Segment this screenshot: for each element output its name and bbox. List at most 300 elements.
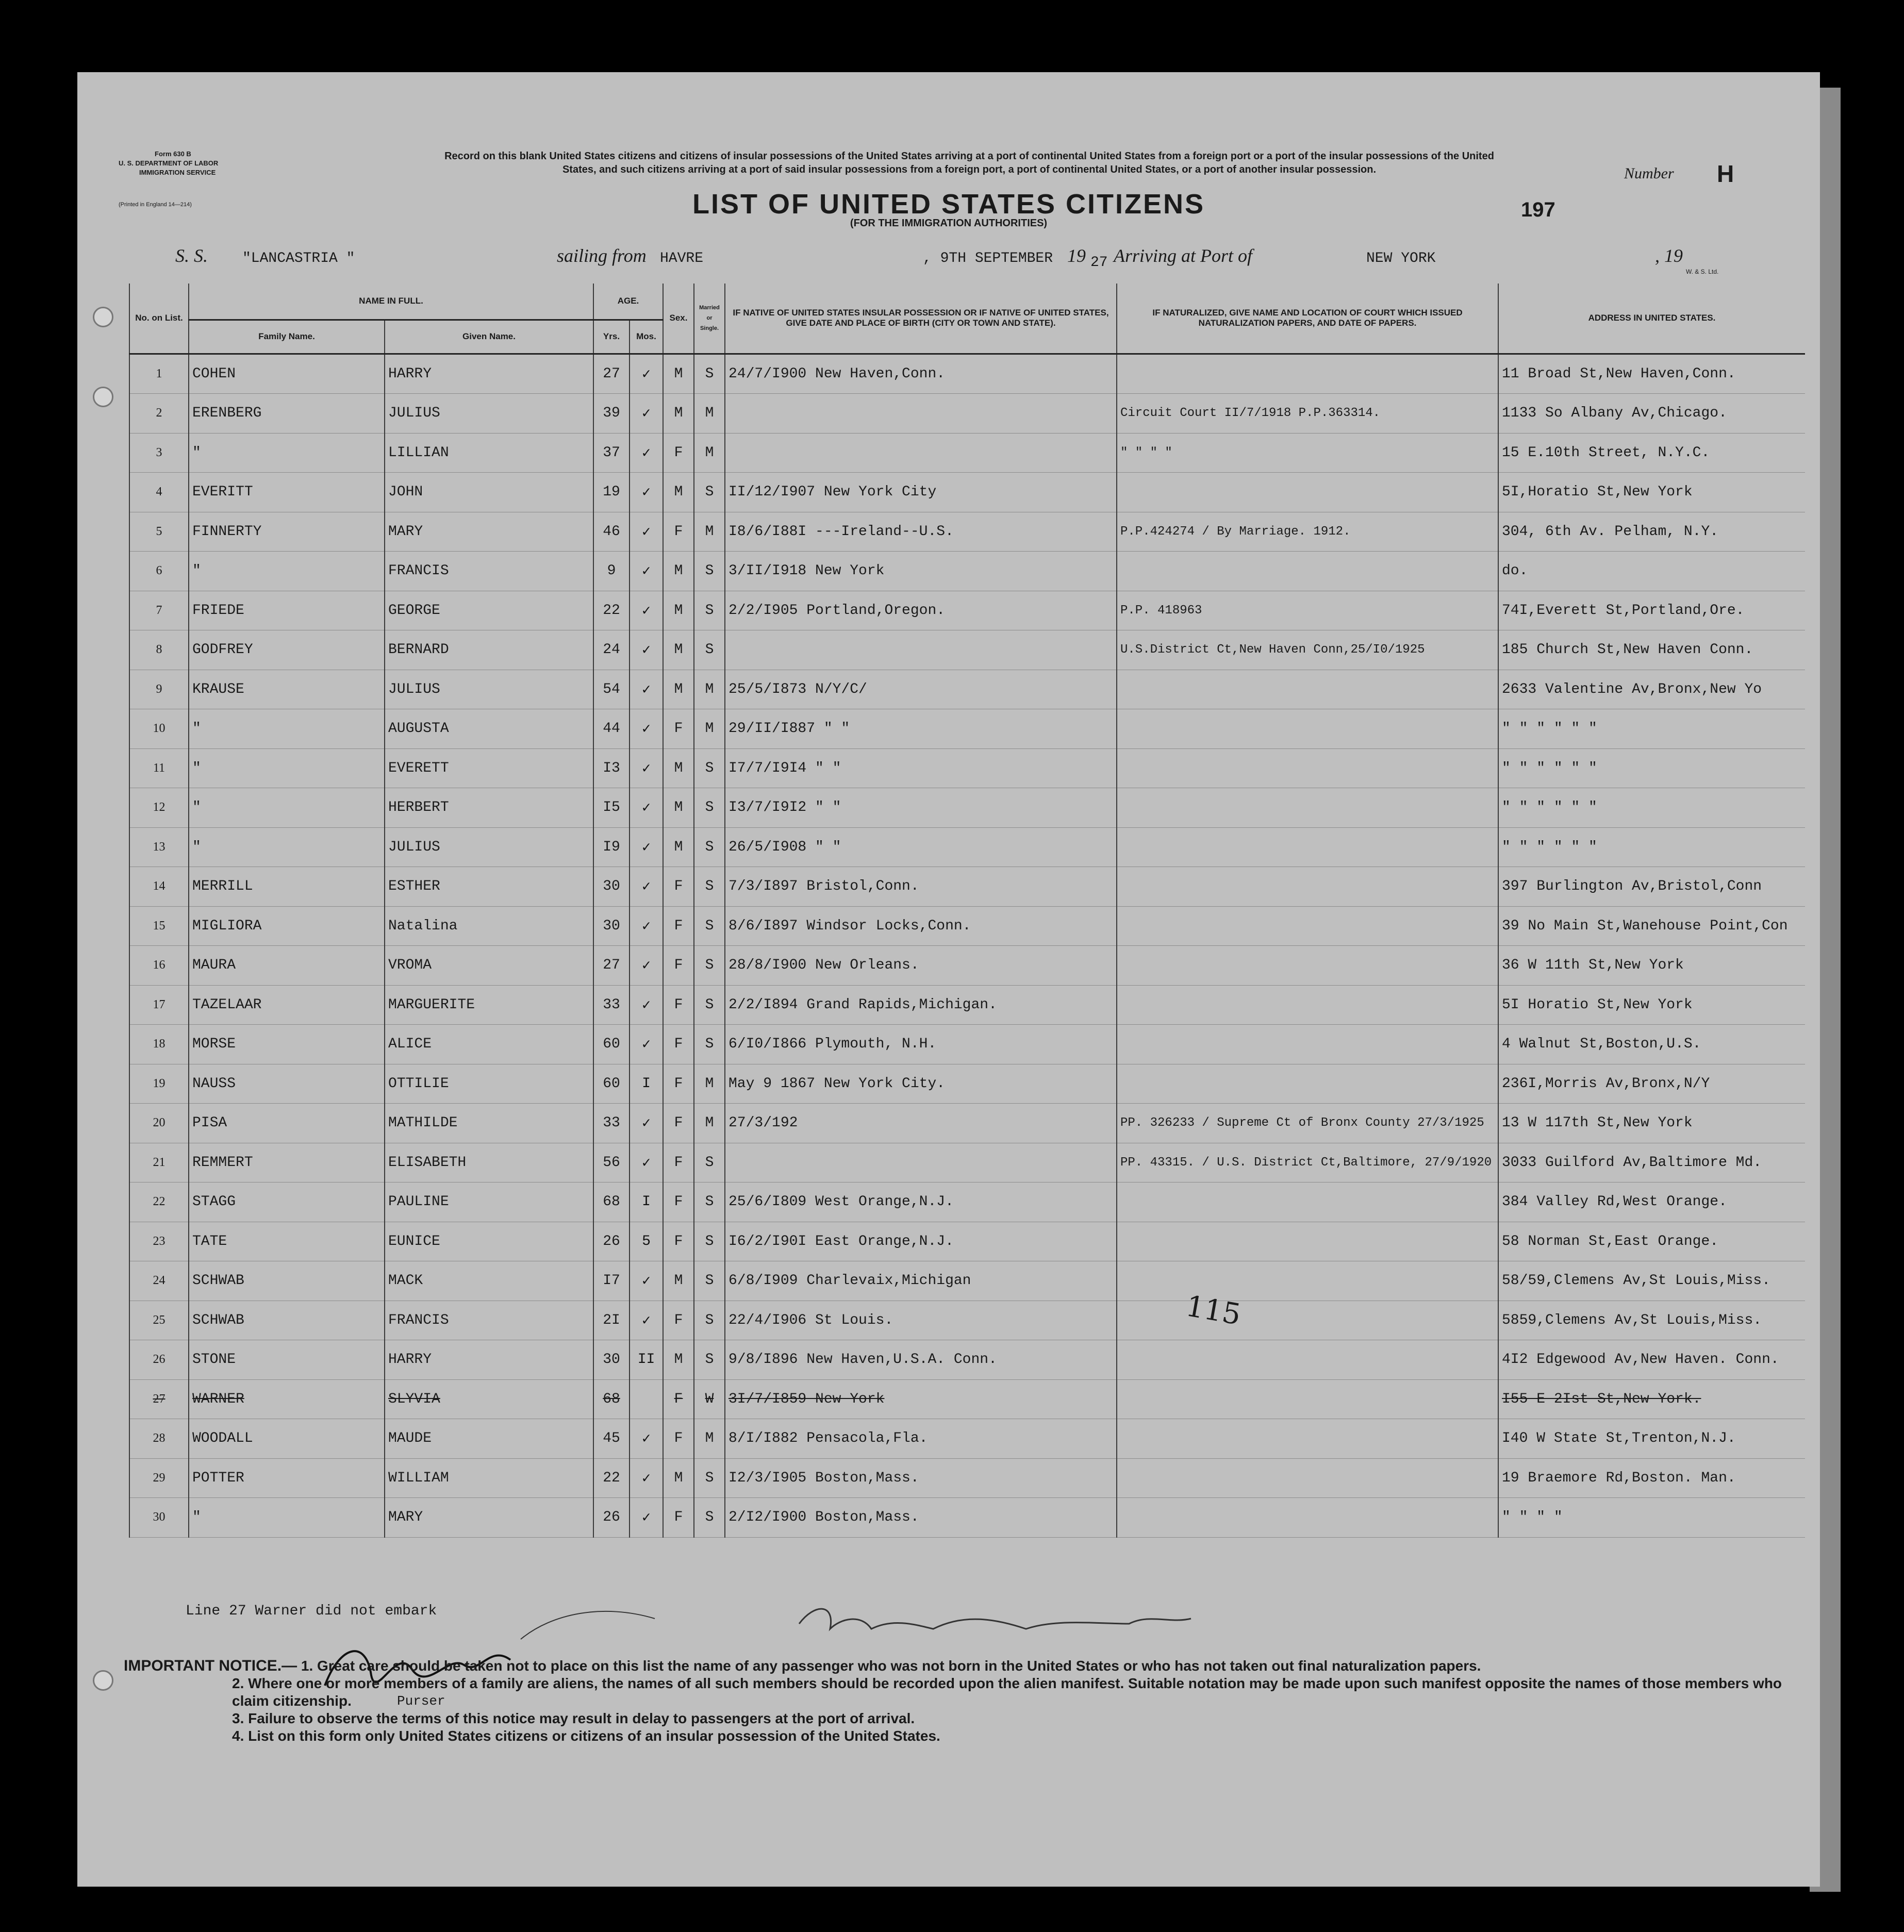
address: 3033 Guilford Av,Baltimore Md. — [1498, 1143, 1805, 1182]
marital-status: S — [694, 1301, 725, 1340]
marital-status: M — [694, 1064, 725, 1104]
naturalization-info: PP. 43315. / U.S. District Ct,Baltimore, 27/9/1920 — [1117, 1143, 1498, 1182]
birth-info: May 9 1867 New York City. — [725, 1064, 1117, 1104]
marital-status: M — [694, 670, 725, 709]
row-number: 24 — [129, 1261, 189, 1301]
sex: M — [663, 591, 694, 630]
address: " " " " " " — [1498, 788, 1805, 828]
address: 1133 So Albany Av,Chicago. — [1498, 394, 1805, 434]
arrival-year: , 19 — [1655, 245, 1683, 266]
family-name: " — [189, 552, 385, 591]
birth-info: 22/4/I906 St Louis. — [725, 1301, 1117, 1340]
marital-status: S — [694, 867, 725, 907]
service: IMMIGRATION SERVICE — [139, 169, 216, 176]
sex: M — [663, 748, 694, 788]
marital-status: S — [694, 1143, 725, 1182]
age-years: 27 — [593, 354, 630, 394]
age-months-check — [630, 1379, 663, 1419]
given-name: GEORGE — [385, 591, 593, 630]
table-row — [129, 906, 1805, 946]
age-years: 30 — [593, 867, 630, 907]
row-number: 26 — [129, 1340, 189, 1380]
handwritten-number: 115 — [1183, 1289, 1244, 1332]
row-number: 17 — [129, 985, 189, 1025]
naturalization-info — [1117, 946, 1498, 986]
address: " " " " " " — [1498, 827, 1805, 867]
naturalization-info — [1117, 1340, 1498, 1380]
table-row — [129, 1498, 1805, 1538]
col-mos: Mos. — [630, 320, 663, 354]
birth-info — [725, 394, 1117, 434]
marital-status: S — [694, 591, 725, 630]
number-value: H — [1717, 160, 1734, 187]
naturalization-info — [1117, 1261, 1498, 1301]
table-row — [129, 1182, 1805, 1222]
sex: M — [663, 354, 694, 394]
family-name: MAURA — [189, 946, 385, 986]
naturalization-info — [1117, 1301, 1498, 1340]
family-name: NAUSS — [189, 1064, 385, 1104]
age-years: 26 — [593, 1222, 630, 1261]
notice-lead: IMPORTANT NOTICE.— — [124, 1657, 297, 1674]
birth-info: 9/8/I896 New Haven,U.S.A. Conn. — [725, 1340, 1117, 1380]
birth-info: II/12/I907 New York City — [725, 473, 1117, 512]
sex: F — [663, 985, 694, 1025]
table-row — [129, 748, 1805, 788]
age-months-check: ✓ — [630, 1419, 663, 1459]
age-years: I5 — [593, 788, 630, 828]
age-years: I9 — [593, 827, 630, 867]
age-months-check: ✓ — [630, 709, 663, 749]
sailing-label: sailing from — [557, 245, 647, 266]
address: 384 Valley Rd,West Orange. — [1498, 1182, 1805, 1222]
given-name: FRANCIS — [385, 1301, 593, 1340]
ss-label: S. S. — [175, 245, 208, 266]
page-title: LIST OF UNITED STATES CITIZENS — [692, 189, 1205, 220]
marital-status: M — [694, 1104, 725, 1143]
col-sex: Sex. — [663, 284, 694, 354]
age-months-check: ✓ — [630, 433, 663, 473]
birth-info: I6/2/I90I East Orange,N.J. — [725, 1222, 1117, 1261]
sex: F — [663, 1498, 694, 1538]
age-years: 24 — [593, 630, 630, 670]
address: I40 W State St,Trenton,N.J. — [1498, 1419, 1805, 1459]
table-row — [129, 709, 1805, 749]
age-months-check: ✓ — [630, 1458, 663, 1498]
marital-status: M — [694, 1419, 725, 1459]
age-years: 19 — [593, 473, 630, 512]
given-name: MAUDE — [385, 1419, 593, 1459]
age-years: 22 — [593, 591, 630, 630]
family-name: MORSE — [189, 1025, 385, 1064]
marital-status: S — [694, 827, 725, 867]
marital-status: M — [694, 433, 725, 473]
row-number: 2 — [129, 394, 189, 434]
notice-item-4: 4. List on this form only United States citizens or citizens of an insular possession of the United States. — [232, 1728, 940, 1744]
age-years: 26 — [593, 1498, 630, 1538]
instructions: Record on this blank United States citizens and citizens of insular possessions of the United States arriving at a port of continental United States from a foreign port or a port of the insular possessions of the United States, and such citizens arriving at a port of said insular possessions from a foreign port, a port of continental United States, or a port of another insular possession. — [444, 151, 1494, 175]
family-name: COHEN — [189, 354, 385, 394]
birth-info: 8/6/I897 Windsor Locks,Conn. — [725, 906, 1117, 946]
table-row — [129, 670, 1805, 709]
age-months-check: ✓ — [630, 354, 663, 394]
age-months-check: II — [630, 1340, 663, 1380]
family-name: " — [189, 788, 385, 828]
row-number: 28 — [129, 1419, 189, 1459]
marital-status: S — [694, 354, 725, 394]
col-birth: IF NATIVE OF UNITED STATES INSULAR POSSESSION OR IF NATIVE OF UNITED STATES, GIVE DATE AND PLACE OF BIRTH (CITY OR TOWN AND STATE). — [725, 284, 1117, 354]
given-name: MARGUERITE — [385, 985, 593, 1025]
address: 58 Norman St,East Orange. — [1498, 1222, 1805, 1261]
sex: M — [663, 630, 694, 670]
row-number: 18 — [129, 1025, 189, 1064]
given-name: JULIUS — [385, 827, 593, 867]
age-years: 27 — [593, 946, 630, 986]
table-row — [129, 591, 1805, 630]
address: I55 E 2Ist St,New York. — [1498, 1379, 1805, 1419]
naturalization-info — [1117, 473, 1498, 512]
age-months-check: ✓ — [630, 946, 663, 986]
age-years: 30 — [593, 906, 630, 946]
row-number: 10 — [129, 709, 189, 749]
table-row — [129, 1458, 1805, 1498]
birth-info: I3/7/I9I2 " " — [725, 788, 1117, 828]
notice-item-3: 3. Failure to observe the terms of this notice may result in delay to passengers at the port of arrival. — [232, 1710, 915, 1726]
age-years: 60 — [593, 1064, 630, 1104]
birth-info: 29/II/I887 " " — [725, 709, 1117, 749]
given-name: OTTILIE — [385, 1064, 593, 1104]
table-row — [129, 788, 1805, 828]
sex: F — [663, 906, 694, 946]
birth-info: 2/2/I905 Portland,Oregon. — [725, 591, 1117, 630]
marital-status: S — [694, 1025, 725, 1064]
birth-info — [725, 433, 1117, 473]
department: U. S. DEPARTMENT OF LABOR — [119, 159, 219, 167]
table-row — [129, 946, 1805, 986]
family-name: " — [189, 433, 385, 473]
birth-info: 8/I/I882 Pensacola,Fla. — [725, 1419, 1117, 1459]
given-name: ESTHER — [385, 867, 593, 907]
age-years: 37 — [593, 433, 630, 473]
punch-hole — [93, 387, 113, 407]
naturalization-info: U.S.District Ct,New Haven Conn,25/I0/1925 — [1117, 630, 1498, 670]
sex: M — [663, 552, 694, 591]
age-years: 68 — [593, 1182, 630, 1222]
sex: F — [663, 1419, 694, 1459]
address: 58/59,Clemens Av,St Louis,Miss. — [1498, 1261, 1805, 1301]
row-number: 8 — [129, 630, 189, 670]
naturalization-info — [1117, 1064, 1498, 1104]
naturalization-info — [1117, 985, 1498, 1025]
birth-info — [725, 630, 1117, 670]
naturalization-info — [1117, 867, 1498, 907]
table-row — [129, 1025, 1805, 1064]
age-months-check: ✓ — [630, 748, 663, 788]
age-months-check: ✓ — [630, 512, 663, 552]
age-years: 46 — [593, 512, 630, 552]
age-months-check: ✓ — [630, 985, 663, 1025]
family-name: FRIEDE — [189, 591, 385, 630]
table-row — [129, 512, 1805, 552]
number-label: Number — [1624, 165, 1674, 182]
age-years: 39 — [593, 394, 630, 434]
given-name: ALICE — [385, 1025, 593, 1064]
family-name: PISA — [189, 1104, 385, 1143]
age-months-check: ✓ — [630, 827, 663, 867]
col-given-name: Given Name. — [385, 320, 593, 354]
marital-status: M — [694, 512, 725, 552]
arriving-label: Arriving at Port of — [1114, 245, 1252, 266]
table-row — [129, 433, 1805, 473]
age-years: I7 — [593, 1261, 630, 1301]
address: " " " " — [1498, 1498, 1805, 1538]
row-number: 23 — [129, 1222, 189, 1261]
given-name: HARRY — [385, 354, 593, 394]
age-months-check: ✓ — [630, 552, 663, 591]
address: 74I,Everett St,Portland,Ore. — [1498, 591, 1805, 630]
age-months-check: ✓ — [630, 1498, 663, 1538]
birth-info: 2/I2/I900 Boston,Mass. — [725, 1498, 1117, 1538]
age-years: 44 — [593, 709, 630, 749]
address: 13 W 117th St,New York — [1498, 1104, 1805, 1143]
table-row — [129, 1379, 1805, 1419]
manifest-page — [77, 72, 1820, 1887]
page-subtitle: (FOR THE IMMIGRATION AUTHORITIES) — [850, 218, 1048, 229]
birth-info: I2/3/I905 Boston,Mass. — [725, 1458, 1117, 1498]
marital-status: S — [694, 1182, 725, 1222]
age-months-check: I — [630, 1182, 663, 1222]
sex: F — [663, 1104, 694, 1143]
row-number: 14 — [129, 867, 189, 907]
birth-info: 6/8/I909 Charlevaix,Michigan — [725, 1261, 1117, 1301]
marital-status: S — [694, 1222, 725, 1261]
table-row — [129, 867, 1805, 907]
given-name: EVERETT — [385, 748, 593, 788]
row-number: 15 — [129, 906, 189, 946]
given-name: HERBERT — [385, 788, 593, 828]
age-years: 68 — [593, 1379, 630, 1419]
family-name: " — [189, 748, 385, 788]
col-yrs: Yrs. — [593, 320, 630, 354]
sex: F — [663, 1222, 694, 1261]
given-name: BERNARD — [385, 630, 593, 670]
sex: M — [663, 827, 694, 867]
sex: F — [663, 512, 694, 552]
family-name: MERRILL — [189, 867, 385, 907]
given-name: ELISABETH — [385, 1143, 593, 1182]
given-name: JULIUS — [385, 394, 593, 434]
port-to: NEW YORK — [1366, 251, 1436, 267]
given-name: Natalina — [385, 906, 593, 946]
row-number: 30 — [129, 1498, 189, 1538]
given-name: FRANCIS — [385, 552, 593, 591]
family-name: WARNER — [189, 1379, 385, 1419]
naturalization-info — [1117, 552, 1498, 591]
family-name: REMMERT — [189, 1143, 385, 1182]
marital-status: S — [694, 906, 725, 946]
marital-status: M — [694, 394, 725, 434]
age-years: 54 — [593, 670, 630, 709]
marital-status: S — [694, 946, 725, 986]
birth-info: I8/6/I88I ---Ireland--U.S. — [725, 512, 1117, 552]
col-family-name: Family Name. — [189, 320, 385, 354]
age-months-check: ✓ — [630, 867, 663, 907]
age-months-check: ✓ — [630, 1143, 663, 1182]
birth-info: 3/II/I918 New York — [725, 552, 1117, 591]
address: 5859,Clemens Av,St Louis,Miss. — [1498, 1301, 1805, 1340]
naturalization-info — [1117, 748, 1498, 788]
table-row — [129, 827, 1805, 867]
naturalization-info: PP. 326233 / Supreme Ct of Bronx County 27/3/1925 — [1117, 1104, 1498, 1143]
table-row — [129, 1261, 1805, 1301]
marital-status: S — [694, 748, 725, 788]
given-name: MATHILDE — [385, 1104, 593, 1143]
notice-item-1: 1. Great care should be taken not to place on this list the name of any passenger who was not born in the United States or who has not taken out final naturalization papers. — [301, 1658, 1481, 1674]
row-number: 20 — [129, 1104, 189, 1143]
birth-info: 25/5/I873 N/Y/C/ — [725, 670, 1117, 709]
marital-status: S — [694, 985, 725, 1025]
sex: F — [663, 1379, 694, 1419]
birth-info: 3I/7/I859 New York — [725, 1379, 1117, 1419]
sex: M — [663, 788, 694, 828]
birth-info: 6/I0/I866 Plymouth, N.H. — [725, 1025, 1117, 1064]
passenger-table — [129, 284, 1805, 1538]
age-years: 56 — [593, 1143, 630, 1182]
printed-note: (Printed in England 14—214) — [119, 202, 192, 208]
footnote: Line 27 Warner did not embark — [186, 1603, 437, 1619]
age-months-check: ✓ — [630, 591, 663, 630]
row-number: 4 — [129, 473, 189, 512]
purser-label: Purser — [397, 1693, 445, 1709]
sex: F — [663, 1143, 694, 1182]
sex: F — [663, 867, 694, 907]
address: 39 No Main St,Wanehouse Point,Con — [1498, 906, 1805, 946]
address: 5I Horatio St,New York — [1498, 985, 1805, 1025]
family-name: " — [189, 827, 385, 867]
address: 185 Church St,New Haven Conn. — [1498, 630, 1805, 670]
form-number: Form 630 B — [155, 150, 191, 158]
col-married-single: Married or Single. — [694, 284, 725, 354]
age-years: 33 — [593, 1104, 630, 1143]
sex: M — [663, 1261, 694, 1301]
punch-hole — [93, 1670, 113, 1691]
given-name: JULIUS — [385, 670, 593, 709]
address: " " " " " " — [1498, 709, 1805, 749]
sex: M — [663, 1458, 694, 1498]
col-age: AGE. — [593, 284, 663, 320]
family-name: KRAUSE — [189, 670, 385, 709]
address: 304, 6th Av. Pelham, N.Y. — [1498, 512, 1805, 552]
address: 4I2 Edgewood Av,New Haven. Conn. — [1498, 1340, 1805, 1380]
age-months-check: ✓ — [630, 394, 663, 434]
table-row — [129, 394, 1805, 434]
given-name: HARRY — [385, 1340, 593, 1380]
birth-info: 7/3/I897 Bristol,Conn. — [725, 867, 1117, 907]
naturalization-info: Circuit Court II/7/1918 P.P.363314. — [1117, 394, 1498, 434]
age-months-check: ✓ — [630, 670, 663, 709]
age-years: 30 — [593, 1340, 630, 1380]
family-name: POTTER — [189, 1458, 385, 1498]
given-name: PAULINE — [385, 1182, 593, 1222]
table-row — [129, 354, 1805, 394]
row-number: 19 — [129, 1064, 189, 1104]
family-name: SCHWAB — [189, 1261, 385, 1301]
family-name: GODFREY — [189, 630, 385, 670]
naturalization-info — [1117, 1419, 1498, 1459]
punch-hole — [93, 307, 113, 327]
naturalization-info — [1117, 827, 1498, 867]
row-number: 5 — [129, 512, 189, 552]
year-suffix: 27 — [1090, 255, 1108, 271]
row-number: 22 — [129, 1182, 189, 1222]
birth-info: 2/2/I894 Grand Rapids,Michigan. — [725, 985, 1117, 1025]
sailing-date: , 9TH SEPTEMBER — [923, 251, 1053, 267]
marital-status: S — [694, 1261, 725, 1301]
family-name: " — [189, 1498, 385, 1538]
naturalization-info — [1117, 709, 1498, 749]
year-label: 19 — [1067, 245, 1086, 266]
row-number: 13 — [129, 827, 189, 867]
family-name: WOODALL — [189, 1419, 385, 1459]
given-name: VROMA — [385, 946, 593, 986]
given-name: MARY — [385, 1498, 593, 1538]
naturalization-info — [1117, 906, 1498, 946]
marital-status: S — [694, 1340, 725, 1380]
given-name: AUGUSTA — [385, 709, 593, 749]
row-number: 29 — [129, 1458, 189, 1498]
naturalization-info — [1117, 1182, 1498, 1222]
age-months-check: ✓ — [630, 788, 663, 828]
sex: F — [663, 1064, 694, 1104]
sex: F — [663, 433, 694, 473]
row-number: 1 — [129, 354, 189, 394]
address: 36 W 11th St,New York — [1498, 946, 1805, 986]
table-row — [129, 1064, 1805, 1104]
row-number: 25 — [129, 1301, 189, 1340]
printer-mark: W. & S. Ltd. — [1686, 268, 1719, 275]
sex: M — [663, 394, 694, 434]
address: " " " " " " — [1498, 748, 1805, 788]
address: 2633 Valentine Av,Bronx,New Yo — [1498, 670, 1805, 709]
col-no: No. on List. — [129, 284, 189, 354]
naturalization-info — [1117, 1222, 1498, 1261]
col-address: ADDRESS IN UNITED STATES. — [1498, 284, 1805, 354]
page-stamp: 197 — [1521, 198, 1555, 221]
address: 15 E.10th Street, N.Y.C. — [1498, 433, 1805, 473]
marital-status: S — [694, 1458, 725, 1498]
marital-status: W — [694, 1379, 725, 1419]
naturalization-info: " " " " — [1117, 433, 1498, 473]
age-years: I3 — [593, 748, 630, 788]
address: 11 Broad St,New Haven,Conn. — [1498, 354, 1805, 394]
address: 4 Walnut St,Boston,U.S. — [1498, 1025, 1805, 1064]
family-name: STONE — [189, 1340, 385, 1380]
sex: M — [663, 473, 694, 512]
col-naturalized: IF NATURALIZED, GIVE NAME AND LOCATION OF COURT WHICH ISSUED NATURALIZATION PAPERS, AND DATE OF PAPERS. — [1117, 284, 1498, 354]
row-number: 6 — [129, 552, 189, 591]
table-row — [129, 985, 1805, 1025]
given-name: LILLIAN — [385, 433, 593, 473]
table-row — [129, 1419, 1805, 1459]
row-number: 27 — [129, 1379, 189, 1419]
age-months-check: ✓ — [630, 1301, 663, 1340]
given-name: MACK — [385, 1261, 593, 1301]
family-name: MIGLIORA — [189, 906, 385, 946]
family-name: " — [189, 709, 385, 749]
row-number: 21 — [129, 1143, 189, 1182]
table-row — [129, 1301, 1805, 1340]
age-years: 9 — [593, 552, 630, 591]
